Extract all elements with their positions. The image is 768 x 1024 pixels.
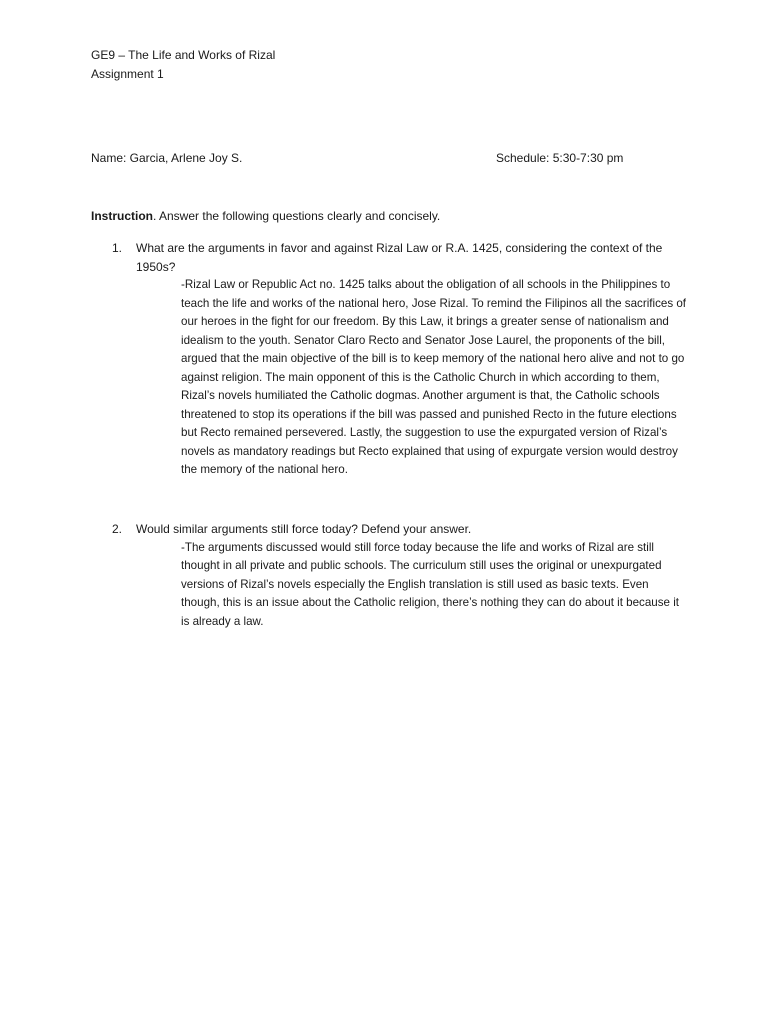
course-title: GE9 – The Life and Works of Rizal [91, 48, 276, 62]
question-text: What are the arguments in favor and against Rizal Law or R.A. 1425, considering the context of the 1950s? [136, 241, 663, 274]
instruction [91, 209, 440, 223]
question-text: Would similar arguments still force today? Defend your answer. [136, 522, 472, 536]
question-item [112, 520, 692, 631]
question-item [112, 239, 692, 480]
question-number: 2. [112, 522, 123, 536]
answer-text: -Rizal Law or Republic Act no. 1425 talks about the obligation of all schools in the Philippines to teach the life and works of the national hero, Jose Rizal. To remind the Filipinos all the sacrifices of our heroes in the fight for our freedom. By this Law, it brings a greater sense of nationalism and idealism to the youth. Senator Claro Recto and Senator Jose Laurel, the proponents of the bill, argued that the main objective of the bill is to keep memory of the national hero alive and not to go against religion. The main opponent of this is the Catholic Church in which according to them, Rizal’s novels humiliated the Catholic dogmas. Another argument is that, the Catholic schools threatened to stop its operations if the bill was passed and punished Recto in the future elections but Recto remained persevered. Lastly, the suggestion to use the expurgated version of Rizal’s novels as mandatory readings but Recto explained that using of expurgate version would destroy the memory of the national hero. [181, 278, 687, 476]
answer-text: -The arguments discussed would still force today because the life and works of Rizal are still thought in all private and public schools. The curriculum still uses the original or unexpurgated versions of Rizal’s novels especially the English translation is still used as basic texts. Even though, this is an issue about the Catholic religion, there’s nothing they can do about it because it is already a law. [181, 540, 679, 628]
assignment-label: Assignment 1 [91, 67, 164, 81]
schedule: Schedule: 5:30-7:30 pm [496, 151, 624, 165]
question-number: 1. [112, 241, 123, 255]
student-name: Name: Garcia, Arlene Joy S. [91, 151, 243, 165]
instruction-text: . Answer the following questions clearly and concisely. [153, 209, 441, 223]
instruction-label: Instruction [91, 209, 153, 223]
